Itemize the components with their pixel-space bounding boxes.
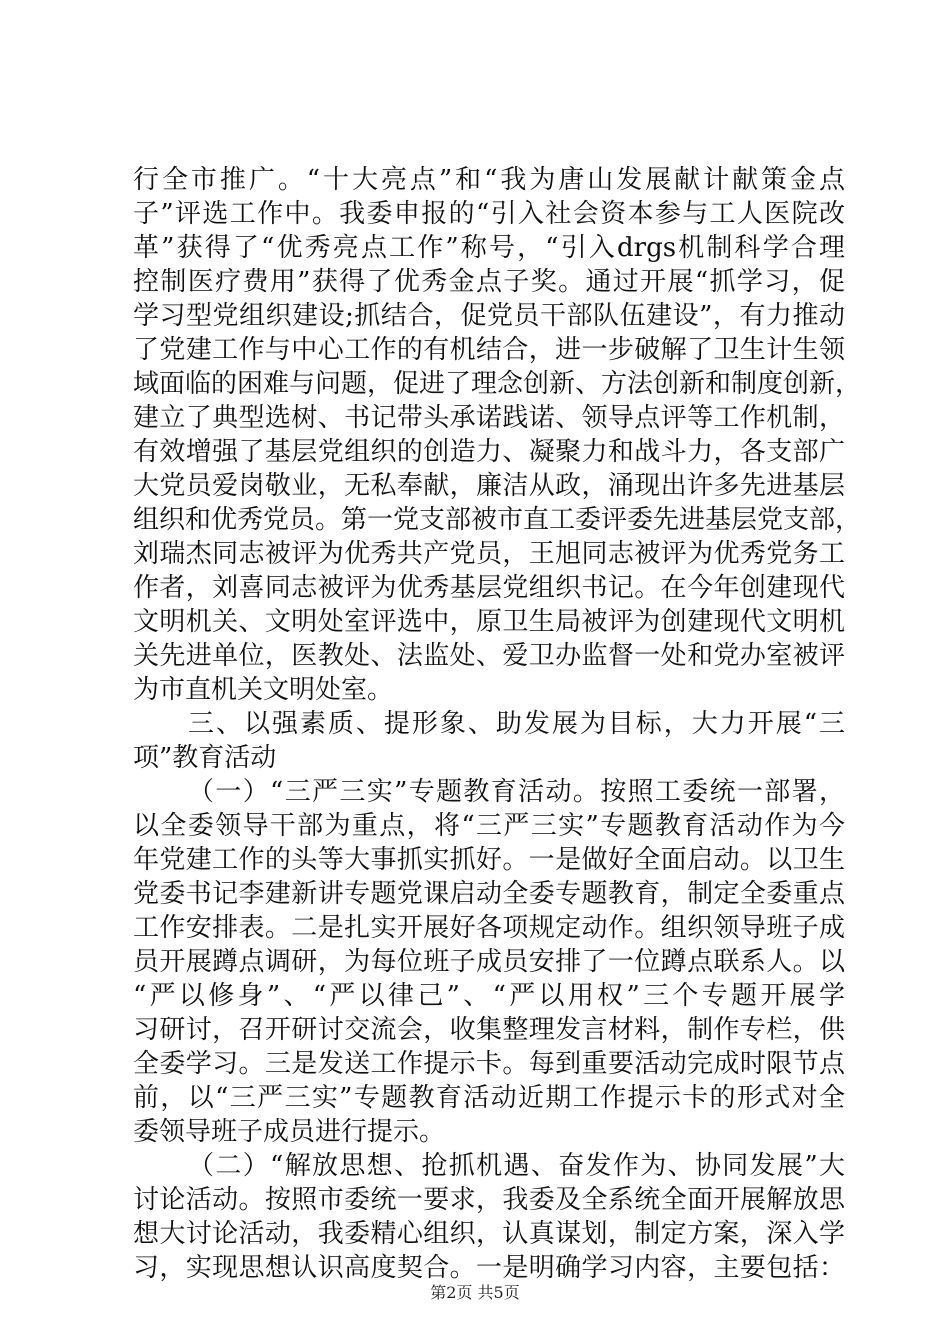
text-line: 行全市推广。“十大亮点”和“我为唐山发展献计献策金点	[133, 165, 845, 195]
text-line: （一）“三严三实”专题教育活动。按照工委统一部署，	[188, 777, 845, 807]
text-line: “严以修身”、“严以律己”、“严以用权”三个专题开展学	[133, 981, 845, 1011]
text-line: 了党建工作与中心工作的有机结合，进一步破解了卫生计生领	[133, 335, 845, 365]
text-line: 文明机关、文明处室评选中，原卫生局被评为创建现代文明机	[133, 607, 845, 637]
text-line: 为市直机关文明处室。	[133, 675, 394, 705]
text-line: 讨论活动。按照市委统一要求，我委及全系统全面开展解放思	[133, 1185, 845, 1215]
text-line: 有效增强了基层党组织的创造力、凝聚力和战斗力，各支部广	[133, 437, 845, 467]
section-heading-line: 项”教育活动	[133, 743, 277, 773]
text-line: 控制医疗费用”获得了优秀金点子奖。通过开展“抓学习，促	[133, 267, 845, 297]
text-line: 域面临的困难与问题，促进了理念创新、方法创新和制度创新，	[133, 369, 862, 399]
text-line: 委领导班子成员进行提示。	[133, 1117, 446, 1147]
text-line: 员开展蹲点调研，为每位班子成员安排了一位蹲点联系人。以	[133, 947, 845, 977]
text-line: 大党员爱岗敬业，无私奉献，廉洁从政，涌现出许多先进基层	[133, 471, 845, 501]
text-line: 关先进单位，医教处、法监处、爱卫办监督一处和党办室被评	[133, 641, 845, 671]
text-line: 刘瑞杰同志被评为优秀共产党员，王旭同志被评为优秀党务工	[133, 539, 845, 569]
text-line: 想大讨论活动，我委精心组织，认真谋划，制定方案，深入学	[133, 1219, 845, 1249]
text-line: 子”评选工作中。我委申报的“引入社会资本参与工人医院改	[133, 199, 845, 229]
text-line: 建立了典型选树、书记带头承诺践诺、领导点评等工作机制，	[133, 403, 845, 433]
text-line: 以全委领导干部为重点，将“三严三实”专题教育活动作为今	[133, 811, 845, 841]
page-number-footer: 第2页 共5页	[430, 1283, 520, 1302]
document-body	[133, 163, 862, 1285]
text-line: 组织和优秀党员。第一党支部被市直工委评委先进基层党支部，	[133, 505, 862, 535]
text-line: 年党建工作的头等大事抓实抓好。一是做好全面启动。以卫生	[133, 845, 845, 875]
text-line: 党委书记李建新讲专题党课启动全委专题教育，制定全委重点	[133, 879, 845, 909]
text-line: （二）“解放思想、抢抓机遇、奋发作为、协同发展”大	[188, 1151, 845, 1181]
text-line: 习研讨，召开研讨交流会，收集整理发言材料，制作专栏，供	[133, 1015, 845, 1045]
section-heading-line: 三、以强素质、提形象、助发展为目标，大力开展“三	[188, 709, 845, 739]
text-line: 革”获得了“优秀亮点工作”称号，“引入drgs机制科学合理	[133, 233, 845, 263]
text-line: 工作安排表。二是扎实开展好各项规定动作。组织领导班子成	[133, 913, 845, 943]
text-line: 学习型党组织建设;抓结合，促党员干部队伍建设”，有力推动	[133, 301, 845, 331]
text-line: 作者，刘喜同志被评为优秀基层党组织书记。在今年创建现代	[133, 573, 845, 603]
text-line: 全委学习。三是发送工作提示卡。每到重要活动完成时限节点	[133, 1049, 845, 1079]
text-line: 前，以“三严三实”专题教育活动近期工作提示卡的形式对全	[133, 1083, 845, 1113]
text-line: 习，实现思想认识高度契合。一是明确学习内容，主要包括：	[133, 1253, 845, 1283]
